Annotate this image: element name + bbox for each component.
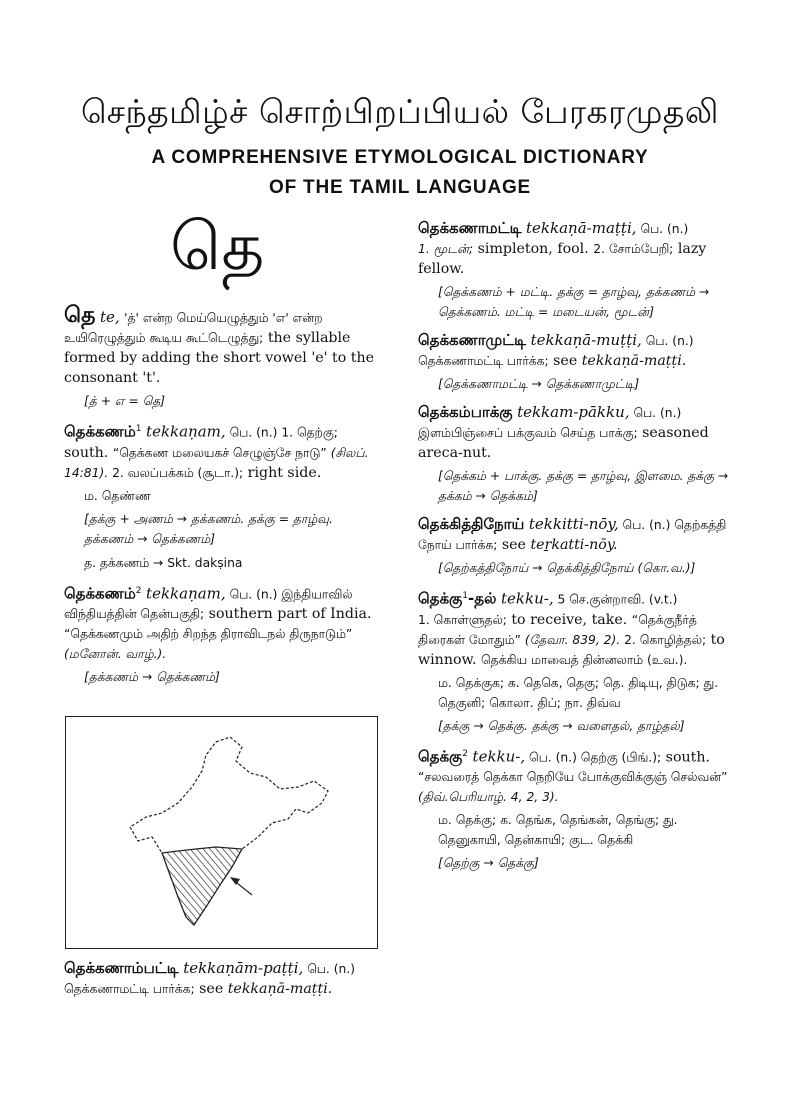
sense-1-tamil: 1. தெற்கு; — [281, 425, 338, 440]
sense-1-english: south. — [64, 444, 113, 461]
entry-tekkampakku — [418, 402, 738, 506]
sense-1-english: southern part of India. — [204, 606, 372, 623]
sanskrit-derivative: த. தக்கணம் → Skt. dakṣina — [84, 555, 243, 570]
transliteration: tekkam-pākku, — [517, 403, 630, 421]
south-india-hatched-region — [162, 847, 242, 925]
sense-2-tamil: 2. வலப்பக்கம் (சூடா.); — [108, 465, 244, 480]
sense-1-tamil: தெற்கு (பிங்.); — [580, 750, 662, 765]
india-map-illustration — [66, 717, 376, 947]
cognates: ம. தெக்கு; க. தெங்க, தெங்கன், தெங்கு; து. தெனுகாயி, தென்காயி; குட. தெக்கி — [438, 813, 678, 848]
headword: தெக்கு — [418, 589, 463, 608]
part-of-speech: 5 செ.குன்றாவி. (v.t.) — [553, 592, 678, 607]
right-column — [418, 218, 738, 881]
part-of-speech: பெ. (n.) — [629, 406, 682, 420]
sense-1-tamil: இந்தியாவில் விந்தியத்தின் தென்பகுதி; — [64, 587, 353, 622]
see-also-target: tekkaṇā-maṭṭi. — [581, 353, 687, 369]
entry-tekku-2 — [418, 744, 738, 874]
sense-1-tamil: இளம்பிஞ்சைப் பக்குவம் செய்த பாக்கு; — [418, 426, 638, 440]
homograph-number: 2 — [135, 585, 142, 596]
part-of-speech: பெ. (n.) — [618, 518, 675, 532]
sense-2-english: to winnow. — [418, 631, 725, 668]
etymology: [தக்கு → தெக்கு. தக்கு → வளைதல், தாழ்தல்] — [438, 718, 685, 733]
cognates: ம. தெண்ண — [84, 488, 151, 503]
transliteration: te, — [99, 308, 120, 326]
headword: தெக்கம்பாக்கு — [418, 403, 513, 421]
definition-tamil: 'த்' என்ற மெய்யெழுத்தும் 'எ' என்ற உயிரெழுத்தும் கூடிய கூட்டெழுத்து; — [64, 311, 323, 345]
title-english-line2: OF THE TAMIL LANGUAGE — [268, 177, 532, 198]
section-letter: தெ — [170, 208, 265, 285]
transliteration: tekkaṇā-muṭṭi, — [530, 331, 642, 349]
part-of-speech: பெ. (n.) — [225, 425, 282, 440]
etymology: [த் + எ = தெ] — [84, 394, 166, 408]
left-column — [64, 303, 382, 695]
sense-1-tamil: 1. மூடன்; — [418, 242, 474, 256]
entry-tekku-1 — [418, 586, 738, 736]
entry-tekkanampatti — [64, 958, 382, 999]
see-also-english: see — [497, 537, 531, 553]
left-column-bottom — [64, 958, 382, 1007]
quotation-source: (மனோன். வாழ்.). — [64, 647, 167, 662]
see-also-english: see — [548, 353, 582, 369]
headword: தெக்கு — [418, 747, 463, 766]
etymology: [தெக்கணம் + மட்டி. தக்கு = தாழ்வு, தக்கணம் → தெக்கணம். மட்டி = மடையன், மூடன்] — [438, 285, 710, 319]
part-of-speech: பெ. (n.) — [636, 222, 689, 236]
headword: தெக்கணாமட்டி — [418, 219, 522, 237]
quotation: “சலவரைத் தெக்கா நெறியே போக்குவிக்குஞ் செல்வன்” — [418, 770, 728, 785]
entry-tekkanamatti — [418, 218, 738, 322]
sense-1-english: seasoned areca-nut. — [418, 425, 709, 461]
entry-te — [64, 303, 382, 411]
headword: தெக்கணாம்பட்டி — [64, 959, 179, 977]
sense-2-english: right side. — [243, 464, 322, 481]
part-of-speech: பெ. (n.) — [641, 334, 694, 348]
cognates: ம. தெக்குக; க. தெகெ, தெகு; தெ. திடியு, திடுக; து. தெகுனி; கொலா. திப்; நா. திவ்வ — [438, 675, 719, 710]
headword: தெ — [64, 303, 96, 328]
see-also-target: tekkaṇā-maṭṭi. — [227, 981, 333, 997]
see-also-english: see — [194, 981, 228, 997]
quotation-source: (சிலப். 14:81). — [64, 445, 369, 480]
sense-2-tamil: 2. சோம்பேறி; — [593, 242, 674, 256]
sense-2-english: lazy fellow. — [418, 241, 707, 277]
etymology: [தக்கணம் → தெக்கணம்] — [84, 670, 220, 685]
transliteration: tekku-, — [501, 589, 554, 608]
india-outline — [130, 737, 328, 925]
headword: தெக்கித்திநோய் — [418, 515, 525, 533]
transliteration: tekkaṇam, — [146, 422, 226, 441]
transliteration: tekku-, — [472, 747, 526, 766]
entry-tekkanam-2 — [64, 581, 382, 688]
headword-suffix: -தல் — [468, 589, 497, 608]
headword: தெக்கணம் — [64, 584, 136, 603]
entry-tekkanam-1 — [64, 419, 382, 573]
sense-1-tamil: 1. கொள்ளுதல்; — [418, 612, 507, 627]
india-map-figure — [65, 716, 378, 949]
title-english-line1: A COMPREHENSIVE ETYMOLOGICAL DICTIONARY — [151, 147, 649, 168]
sense-1-english: simpleton, fool. — [473, 241, 594, 257]
etymology: [தெக்கணாமட்டி → தெக்கணாமுட்டி] — [438, 377, 640, 391]
sense-2-tamil: 2. கொழித்தல்; — [620, 632, 707, 647]
transliteration: tekkaṇā-maṭṭi, — [526, 219, 637, 237]
part-of-speech: பெ. (n.) — [225, 587, 282, 602]
sense-1-english: to receive, take. — [506, 611, 632, 628]
homograph-number: 2 — [462, 748, 469, 759]
quotation: “தெக்கண மலையகச் செழுஞ்சே நாடு” — [112, 445, 327, 460]
sense-1-english: south. — [661, 749, 710, 766]
homograph-number: 1 — [135, 424, 142, 434]
entry-tekkanamutti — [418, 330, 738, 394]
see-also-tamil: தெக்கணாமட்டி பார்க்க; — [64, 982, 195, 996]
transliteration: tekkaṇām-paṭṭi, — [183, 959, 304, 977]
quotation-source: (திவ்.பெரியாழ். 4, 2, 3). — [418, 790, 559, 805]
see-also-tamil: தெற்கத்தி நோய் பார்க்க; — [418, 518, 727, 552]
quotation: “தெக்கணமும் அதிற் சிறந்த திராவிடநல் திருநாடும்” — [64, 627, 353, 642]
part-of-speech: பெ. (n.) — [525, 750, 581, 765]
transliteration: tekkitti-nōy, — [528, 515, 619, 533]
entry-tekkittinoy — [418, 514, 738, 578]
title-tamil: செந்தமிழ்ச் சொற்பிறப்பியல் பேரகரமுதலி — [81, 92, 719, 131]
see-also-target: teṟkatti-nōy. — [530, 537, 618, 553]
etymology: [தெற்கத்திநோய் → தெக்கித்திநோய் (கொ.வ.)] — [438, 561, 696, 575]
headword: தெக்கணாமுட்டி — [418, 331, 527, 349]
usage-example: தெக்கிய மாவைத் தின்னலாம் (உவ.). — [480, 652, 688, 667]
etymology: [தெற்கு → தெக்கு] — [438, 856, 539, 871]
etymology: [தக்கு + அணம் → தக்கணம். தக்கு = தாழ்வு. தக்கணம் → தெக்கணம்] — [84, 511, 333, 546]
quotation-source: (தேவா. 839, 2). — [520, 632, 621, 647]
etymology: [தெக்கம் + பாக்கு. தக்கு = தாழ்வு, இளமை. தக்கு → தக்கம் → தெக்கம்] — [438, 469, 729, 503]
definition-english: the syllable formed by adding the short vowel 'e' to the consonant 't'. — [64, 330, 375, 386]
homograph-number: 1 — [462, 591, 469, 601]
quotation: “தெக்குநீர்த் திரைகள் மோதும்” — [418, 612, 697, 647]
see-also-tamil: தெக்கணாமட்டி பார்க்க; — [418, 354, 549, 368]
part-of-speech: பெ. (n.) — [303, 962, 356, 976]
transliteration: tekkaṇam, — [146, 584, 226, 603]
headword: தெக்கணம் — [64, 422, 136, 441]
